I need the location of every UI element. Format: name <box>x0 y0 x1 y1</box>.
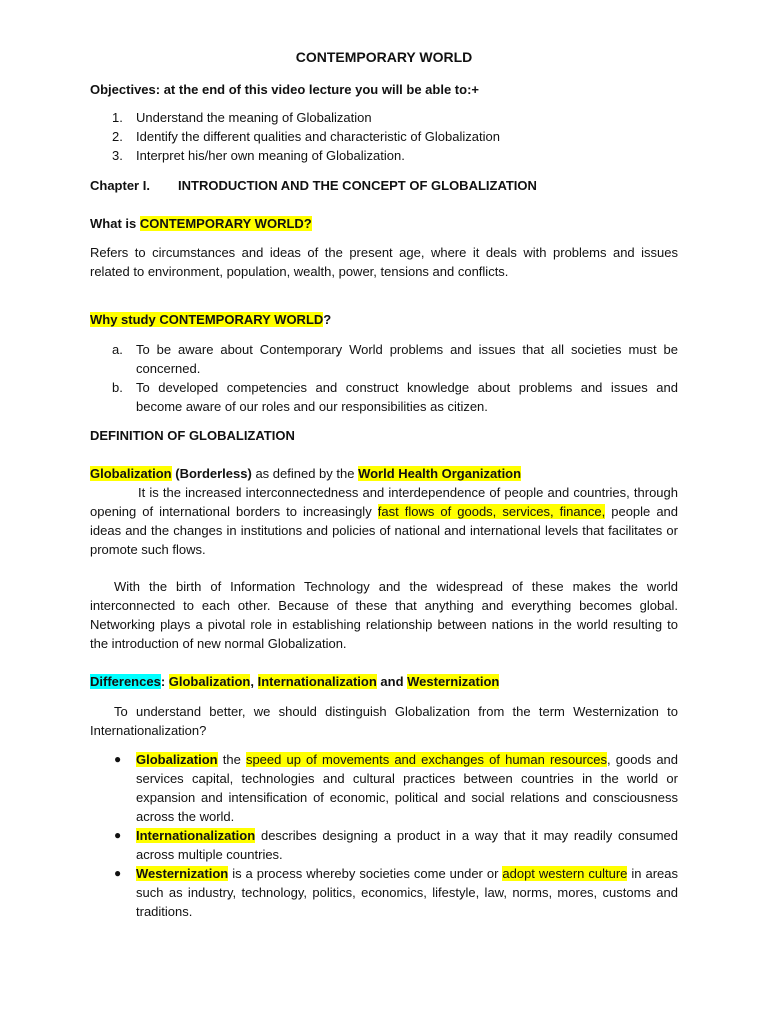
highlighted-term: Westernization <box>136 866 229 881</box>
bullet-icon: ● <box>114 828 122 842</box>
highlighted-term: Why study CONTEMPORARY WORLD <box>90 312 324 327</box>
differences-heading: Differences: Globalization, Internationalization and Westernization <box>90 674 500 689</box>
highlighted-term: Internationalization <box>136 828 256 843</box>
bullet-icon: ● <box>114 866 122 880</box>
what-is-heading: What is CONTEMPORARY WORLD? <box>90 216 312 231</box>
objectives-heading: Objectives: at the end of this video lecture you will be able to:+ <box>90 82 479 97</box>
highlighted-term: Globalization <box>136 752 218 767</box>
chapter-label: Chapter I. <box>90 178 150 193</box>
why-study-heading: Why study CONTEMPORARY WORLD? <box>90 312 332 327</box>
objective-text: Interpret his/her own meaning of Globalization. <box>136 148 405 163</box>
definition-heading: DEFINITION OF GLOBALIZATION <box>90 428 295 443</box>
reason-text: To be aware about Contemporary World problems and issues that all societies must be concerned. <box>136 342 678 376</box>
objective-text: Understand the meaning of Globalization <box>136 110 372 125</box>
list-number: 2. <box>112 129 123 144</box>
list-letter: a. <box>112 342 123 357</box>
objective-item <box>90 127 678 146</box>
highlighted-term: CONTEMPORARY WORLD? <box>139 216 312 231</box>
it-paragraph: With the birth of Information Technology and the widespread of these makes the world interconnected to each other. Because of these that anything and everything becomes global. Networking plays a pivotal role in establishing relationship between nations in the world resulting to the introduction of new normal Globalization. <box>90 579 678 651</box>
objective-text: Identify the different qualities and characteristic of Globalization <box>136 129 500 144</box>
list-letter: b. <box>112 380 123 395</box>
list-item: ● Globalization the speed up of movements and exchanges of human resources, goods and services capital, technologies and cultural practices between countries in the world or expansion and intensification of economic, political and social relations and consciousness across the world. <box>114 752 679 824</box>
reasons-list <box>90 340 678 416</box>
definition-paragraph: Refers to circumstances and ideas of the present age, where it deals with problems and issues related to environment, population, wealth, power, tensions and conflicts. <box>90 245 678 279</box>
list-item: ● Westernization is a process whereby societies come under or adopt western culture in areas such as industry, technology, politics, economics, lifestyle, law, norms, mores, customs and traditions. <box>114 866 678 919</box>
chapter-heading <box>90 176 678 195</box>
highlighted-term: Globalization <box>90 466 172 481</box>
reason-item <box>90 378 678 416</box>
list-number: 3. <box>112 148 123 163</box>
bullet-icon: ● <box>114 752 122 766</box>
highlighted-term: World Health Organization <box>358 466 522 481</box>
highlighted-term: Westernization <box>407 674 500 689</box>
objective-item <box>90 108 678 127</box>
list-item: ● Internationalization describes designing a product in a way that it may readily consumed across multiple countries. <box>114 828 678 862</box>
bullet-list <box>90 750 678 921</box>
reason-item <box>90 340 678 378</box>
reason-text: To developed competencies and construct knowledge about problems and issues and become aware of our roles and our responsibilities as citizen. <box>136 380 678 414</box>
list-number: 1. <box>112 110 123 125</box>
highlighted-term: Globalization <box>168 674 251 689</box>
highlighted-term: Internationalization <box>257 674 377 689</box>
globalization-definition-heading: Globalization (Borderless) as defined by the World Health Organization <box>90 466 522 481</box>
objectives-list <box>90 108 678 165</box>
objective-item <box>90 146 678 165</box>
highlighted-phrase: adopt western culture <box>502 866 628 881</box>
highlighted-phrase: speed up of movements and exchanges of human resources <box>245 752 608 767</box>
page-title: CONTEMPORARY WORLD <box>295 49 473 65</box>
chapter-title: INTRODUCTION AND THE CONCEPT OF GLOBALIZATION <box>178 178 537 193</box>
globalization-definition-paragraph: It is the increased interconnectedness and interdependence of people and countries, through opening of international borders to increasingly fast flows of goods, services, finance, people and ideas and the changes in institutions and policies of national and international levels that facilitates or promote such flows. <box>90 485 679 557</box>
distinguish-paragraph: To understand better, we should distinguish Globalization from the term Westernization to Internationalization? <box>90 704 678 738</box>
highlighted-phrase: fast flows of goods, services, finance, <box>377 504 606 519</box>
highlighted-term: Differences <box>90 674 161 689</box>
